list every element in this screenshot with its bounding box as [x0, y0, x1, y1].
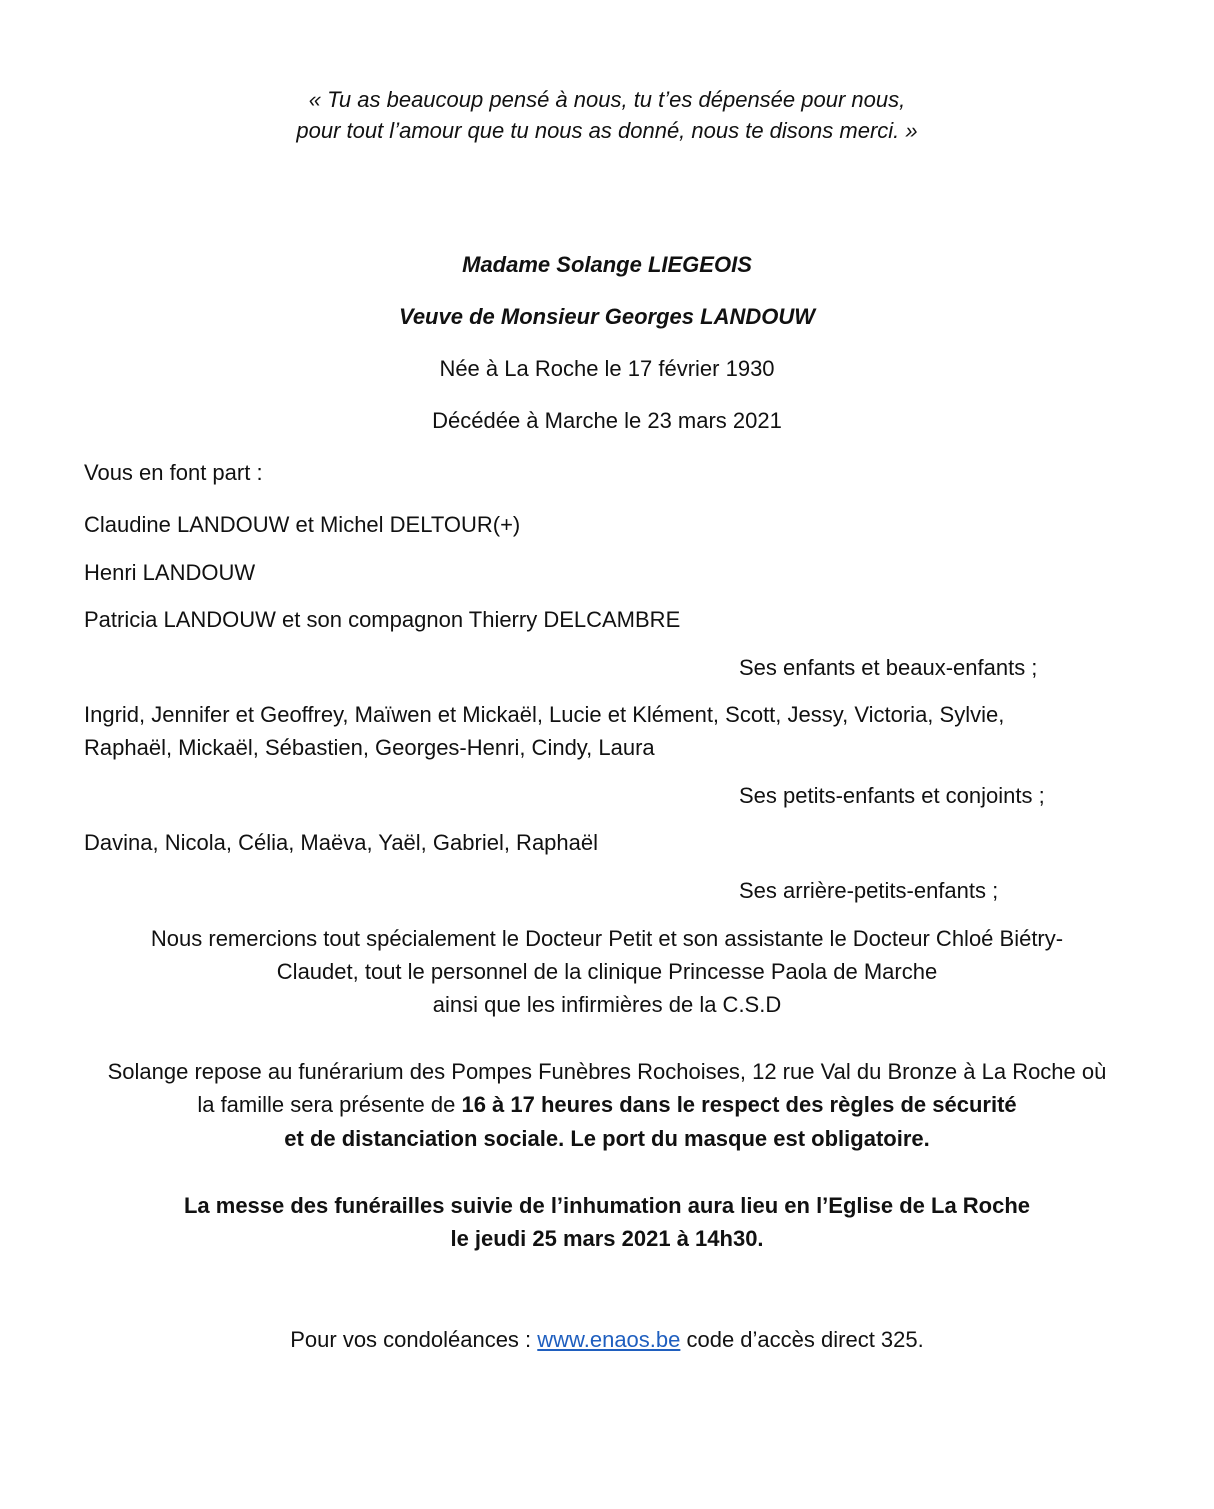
child-line-3: Patricia LANDOUW et son compagnon Thierry DELCAMBRE — [84, 607, 681, 632]
thanks-line-3: ainsi que les infirmières de la C.S.D — [432, 992, 782, 1017]
quote-line-1: « Tu as beaucoup pensé à nous, tu t’es dépensée pour nous, — [308, 87, 906, 112]
funeral-line-2: le jeudi 25 mars 2021 à 14h30. — [450, 1226, 764, 1251]
birth-line: Née à La Roche le 17 février 1930 — [439, 356, 775, 381]
deceased-spouse: Veuve de Monsieur Georges LANDOUW — [398, 304, 816, 329]
visitation-line-2-normal: la famille sera présente de — [197, 1092, 462, 1117]
condolences-line — [0, 1323, 1214, 1356]
great-grandchildren-line: Davina, Nicola, Célia, Maëva, Yaël, Gabriel, Raphaël — [84, 830, 599, 855]
great-grandchildren-label: Ses arrière-petits-enfants ; — [739, 878, 999, 903]
grandchildren-line-2: Raphaël, Mickaël, Sébastien, Georges-Henri, Cindy, Laura — [84, 735, 655, 760]
visitation-line-2 — [0, 1088, 1214, 1121]
visitation-hours: 16 à 17 heures dans le respect des règles de sécurité — [461, 1092, 1017, 1117]
visitation-line-3: et de distanciation sociale. Le port du masque est obligatoire. — [284, 1126, 930, 1151]
thanks-line-1: Nous remercions tout spécialement le Docteur Petit et son assistante le Docteur Chloé Biétry- — [150, 926, 1064, 951]
death-line: Décédée à Marche le 23 mars 2021 — [432, 408, 782, 433]
announcement-intro: Vous en font part : — [84, 460, 263, 485]
visitation-line-1: Solange repose au funérarium des Pompes Funèbres Rochoises, 12 rue Val du Bronze à La Roche où — [107, 1059, 1107, 1084]
quote-line-2: pour tout l’amour que tu nous as donné, nous te disons merci. » — [296, 118, 918, 143]
funeral-line-1: La messe des funérailles suivie de l’inhumation aura lieu en l’Eglise de La Roche — [183, 1193, 1031, 1218]
child-line-2: Henri LANDOUW — [84, 560, 256, 585]
condolences-prefix: Pour vos condoléances : — [290, 1327, 538, 1352]
grandchildren-line-1: Ingrid, Jennifer et Geoffrey, Maïwen et Mickaël, Lucie et Klément, Scott, Jessy, Victoria, Sylvie, — [84, 702, 1005, 727]
grandchildren-label: Ses petits-enfants et conjoints ; — [739, 783, 1045, 808]
condolences-link[interactable]: www.enaos.be — [537, 1327, 681, 1352]
condolences-suffix: code d’accès direct 325. — [680, 1327, 924, 1352]
deceased-name: Madame Solange LIEGEOIS — [462, 252, 752, 277]
child-line-1: Claudine LANDOUW et Michel DELTOUR(+) — [84, 512, 521, 537]
thanks-line-2: Claudet, tout le personnel de la clinique Princesse Paola de Marche — [276, 959, 938, 984]
children-label: Ses enfants et beaux-enfants ; — [739, 655, 1038, 680]
